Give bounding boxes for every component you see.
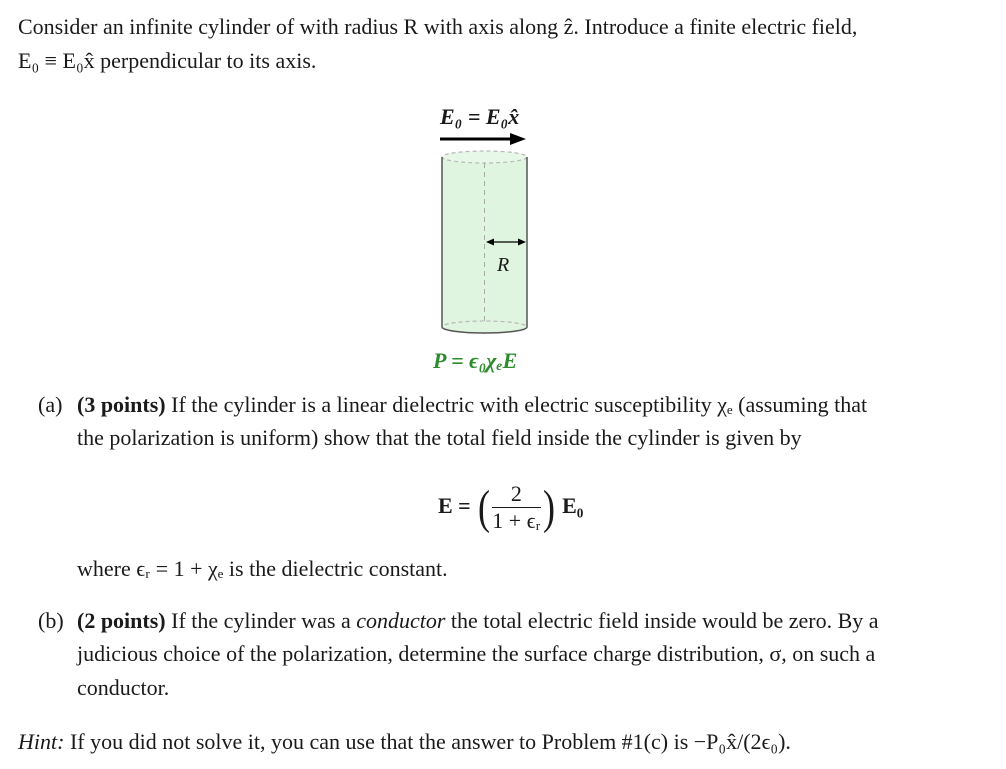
part-b-line-3: conductor. (77, 675, 170, 700)
part-b-conductor: conductor (356, 608, 446, 633)
part-a-points: (3 points) (77, 392, 166, 417)
part-b-line-1 (77, 604, 879, 638)
hint (18, 725, 791, 759)
equation-rhs: E₀ (562, 493, 584, 518)
part-b-text-pre: If the cylinder was a (171, 608, 351, 633)
equation-numerator: 2 (492, 481, 540, 508)
hint-label: Hint: (18, 729, 65, 754)
part-a-line-1 (77, 388, 867, 422)
part-b-line-2: judicious choice of the polarization, determine the surface charge distribution, σ, on such a (77, 641, 876, 666)
hint-text: If you did not solve it, you can use that the answer to Problem #1(c) is −P₀x̂/(2ϵ₀). (69, 729, 791, 754)
polarization-label: P = ϵ₀χₑE (433, 348, 518, 373)
part-b-points: (2 points) (77, 608, 166, 633)
part-a-where: where ϵᵣ = 1 + χₑ is the dielectric constant. (77, 556, 448, 581)
equation-fraction (492, 481, 540, 534)
part-b-text-post: the total electric field inside would be zero. By a (450, 608, 879, 633)
field-arrow-icon (440, 133, 526, 145)
equation-denominator: 1 + ϵᵣ (492, 508, 541, 534)
field-equation: E = ( $\frac{2}{\text{1 + ϵᵣ}}$ ) E₀ (438, 480, 584, 534)
intro-line-1: Consider an infinite cylinder of with radius R with axis along ẑ. Introduce a finite electric field, (18, 14, 858, 39)
part-b-label: (b) (38, 608, 64, 633)
radius-label: R (497, 254, 510, 276)
part-a-label: (a) (38, 392, 63, 417)
intro-line-2: E₀ ≡ E₀x̂ perpendicular to its axis. (18, 48, 317, 73)
equation-lhs: E = (438, 493, 471, 518)
field-label: E₀ = E₀x̂ (440, 104, 520, 129)
part-a-line-2: the polarization is uniform) show that the total field inside the cylinder is given by (77, 425, 802, 450)
part-a-text-1: If the cylinder is a linear dielectric with electric susceptibility χₑ (assuming that (171, 392, 868, 417)
